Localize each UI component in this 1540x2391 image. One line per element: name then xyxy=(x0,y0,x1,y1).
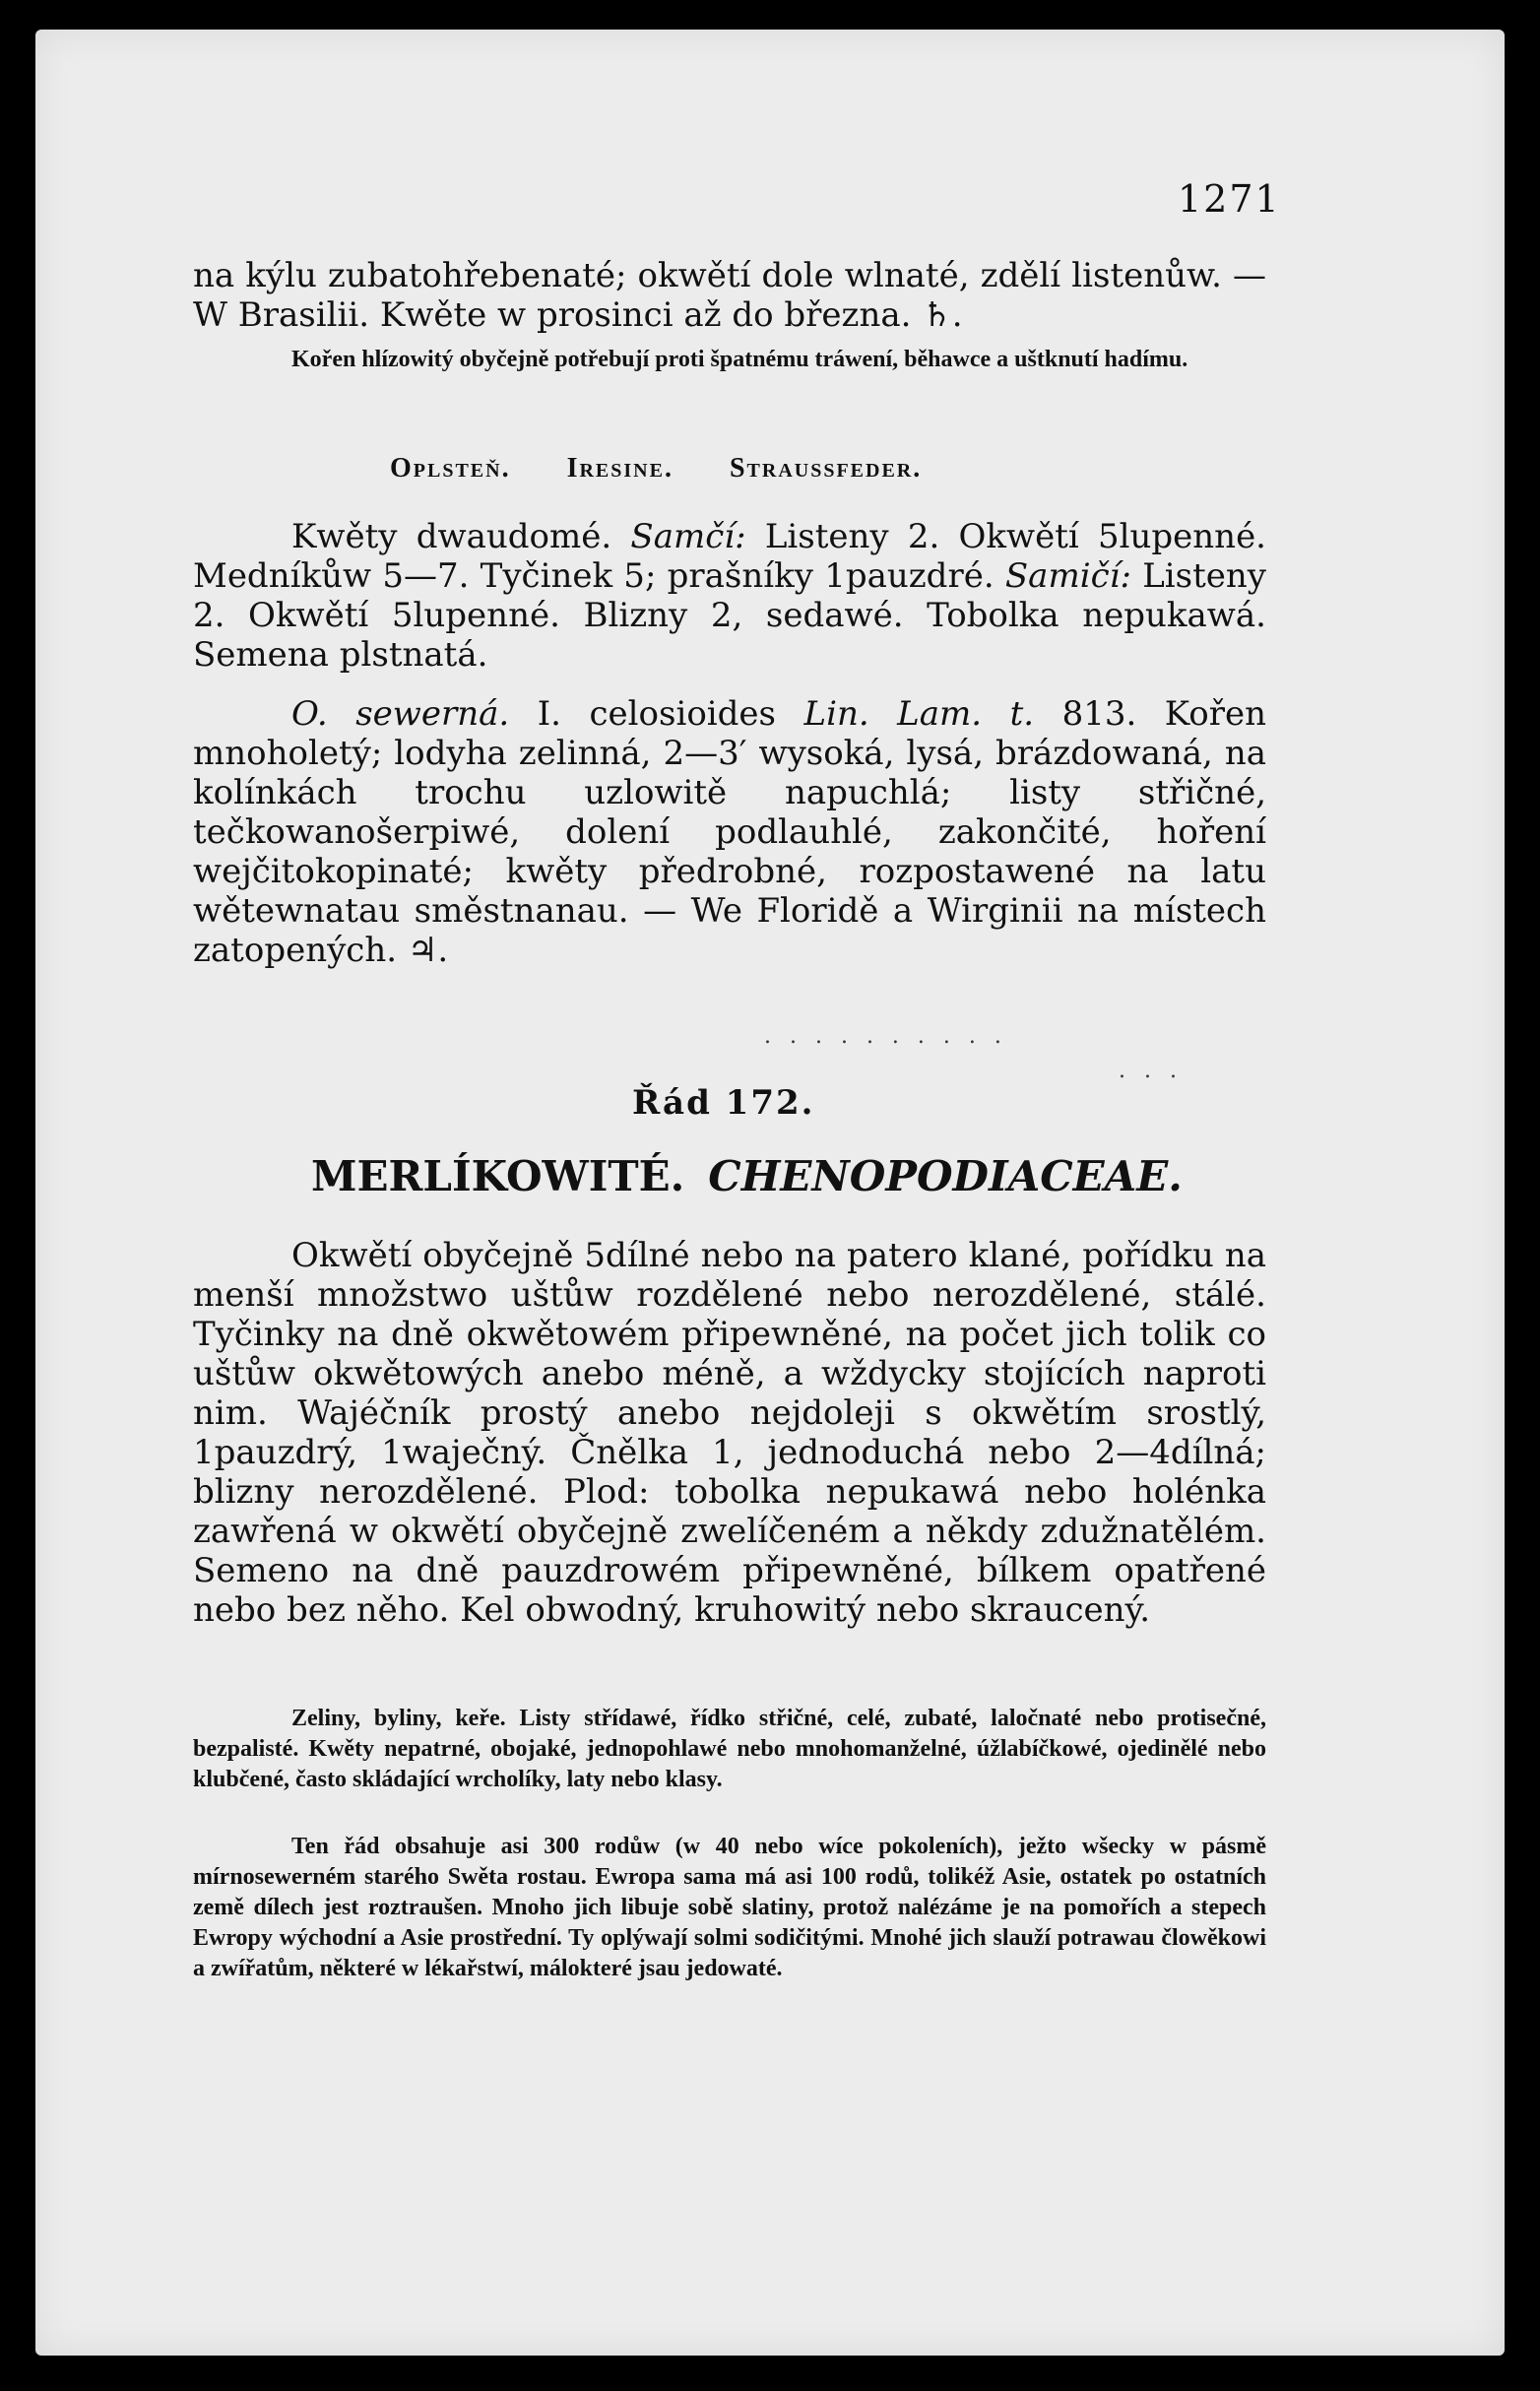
note-habit: Zeliny, byliny, keře. Listy střídawé, řídko střičné, celé, zubaté, laločnaté nebo protisečné, bezpalisté. Kwěty nepatrné, obojaké, jednopohlawé nebo mnohomanželné, úžlabíčkowé, ojedinělé nebo klubčené, často skládající wrcholíky, laty nebo klasy. xyxy=(193,1706,1266,1792)
book-page xyxy=(35,30,1505,2356)
genus-description xyxy=(193,517,1266,675)
paragraph-continuation: na kýlu zubatohřebenaté; okwětí dole wlnaté, zdělí listenůw. — W Brasilii. Kwěte w prosinci až do března. ♄. xyxy=(193,256,1266,335)
family-description: Okwětí obyčejně 5dílné nebo na patero klané, pořídku na menší množstwo uštůw rozdělené nebo nerozdělené, stálé. Tyčinky na dně okwětowém připewněné, na počet jich tolik co uštůw okwětowých anebo méně, a wždycky stojících naproti nim. Wajéčník prostý anebo nejdoleji s okwětím srostlý, 1pauzdrý, 1waječný. Čnělka 1, jednoduchá nebo 2—4dílná; blizny nerozdělené. Plod: tobolka nepukawá nebo holénka zawřená w okwětí obyčejně zwelíčeném a někdy zdužnatělém. Semeno na dně pauzdrowém připewněné, bílkem opatřené nebo bez něho. Kel obwodný, kruhowitý nebo skraucený. xyxy=(193,1236,1266,1630)
family-title-czech: MERLÍKOWITÉ. xyxy=(311,1152,685,1200)
genus-desc-text-2: Listeny 2. Okwětí 5lupenné. Medníkůw 5—7. Tyčinek 5; prašníky 1pauzdré. xyxy=(193,517,1266,596)
print-bleed-dots-2: . . . xyxy=(1119,1059,1183,1083)
species-czech-name: O. sewerná. xyxy=(291,694,510,734)
genus-latin-name: Iresine. xyxy=(566,453,674,484)
genus-czech-name: Oplsteň. xyxy=(390,453,511,484)
family-title-latin: CHENOPODIACEAE. xyxy=(708,1152,1183,1200)
genus-desc-text-1: Kwěty dwaudomé. xyxy=(291,517,631,556)
species-description xyxy=(193,694,1266,970)
note-root-usage: Kořen hlízowitý obyčejně potřebují proti špatnému tráwení, běhawce a uštknutí hadímu. xyxy=(291,347,1188,372)
species-reference: Lin. Lam. t. xyxy=(803,694,1035,734)
genus-desc-text-3: Listeny 2. Okwětí 5lupenné. Blizny 2, sedawé. Tobolka nepukawá. Semena plstnatá. xyxy=(193,556,1266,675)
species-latin-name: I. celosioides xyxy=(509,694,804,734)
page-number: 1271 xyxy=(1178,177,1281,221)
female-label: Samičí: xyxy=(1004,556,1131,596)
note-distribution: Ten řád obsahuje asi 300 rodůw (w 40 nebo wíce pokoleních), ježto wšecky w pásmě mírnosewerném starého Swěta rostau. Ewropa sama má asi 100 rodů, tolikéž Asie, ostatek po ostatních země dílech jest roztraušen. Mnoho jich libuje sobě slatiny, protož nalézáme je na pomořích a stepech Ewropy wýchodní a Asie prostřední. Ty oplýwají solmi sodičitými. Mnohé jich slauží potrawau člowěkowi a zwířatům, některé w lékařstwí, málokteré jsau jedowaté. xyxy=(193,1834,1266,1981)
species-desc-text: 813. Kořen mnoholetý; lodyha zelinná, 2—3′ wysoká, lysá, brázdowaná, na kolínkách trochu uzlowitě napuchlá; listy střičné, tečkowanošerpiwé, dolení podlauhlé, zakončité, hoření wejčitokopinaté; kwěty předrobné, rozpostawené na latu wětewnatau směstnanau. — We Floridě a Wirginii na místech zatopených. ♃. xyxy=(193,694,1267,970)
genus-heading xyxy=(390,453,969,485)
family-title xyxy=(311,1152,1183,1200)
print-bleed-dots: . . . . . . . . . . xyxy=(764,1024,1007,1049)
order-number: Řád 172. xyxy=(632,1083,815,1123)
genus-german-name: Straussfeder. xyxy=(729,453,923,484)
male-label: Samčí: xyxy=(630,517,746,556)
